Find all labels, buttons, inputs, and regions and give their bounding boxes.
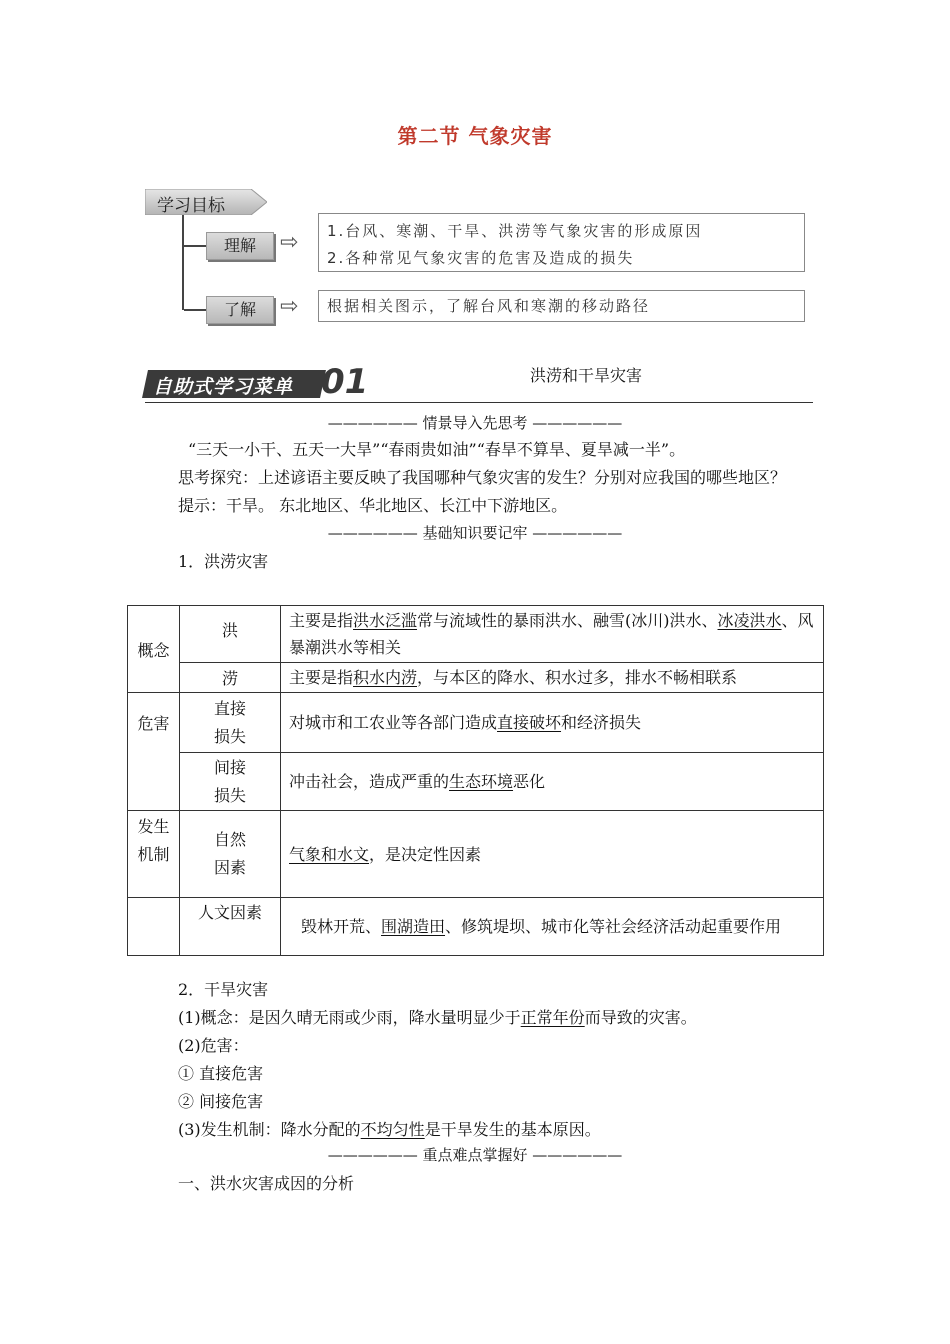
page-title: 第二节 气象灾害	[397, 124, 553, 148]
proverb-text: “三天一小干、五天一大旱”“春雨贵如油”“春旱不算旱、夏旱减一半”。	[188, 440, 686, 459]
table-cell-sub: 间接 损失	[180, 753, 281, 811]
objectives-tag	[145, 189, 267, 215]
tree-branch-2	[184, 309, 206, 311]
flood-table	[127, 605, 824, 956]
tree-line	[182, 215, 184, 310]
question-text: 思考探究：上述谚语主要反映了我国哪种气象灾害的发生？分别对应我国的哪些地区？	[178, 468, 787, 487]
drought-heading: 2．干旱灾害	[178, 980, 269, 999]
table-row	[128, 898, 824, 956]
table-cell-empty	[128, 898, 180, 956]
understand-box	[318, 213, 805, 272]
know-box	[318, 290, 805, 322]
table-row	[128, 606, 824, 663]
table-cell-sub: 涝	[180, 663, 281, 693]
hint-text: 提示：干旱。 东北地区、华北地区、长江中下游地区。	[178, 496, 568, 515]
section-banner	[145, 362, 369, 402]
table-cell-sub: 洪	[180, 606, 281, 663]
table-row	[128, 811, 824, 898]
know-tag: 了解	[206, 296, 274, 324]
section-title: 洪涝和干旱灾害	[530, 366, 643, 385]
know-item: 根据相关图示，了解台风和寒潮的移动路径	[327, 297, 651, 315]
arrow-icon: ⇨	[280, 294, 299, 319]
arrow-icon: ⇨	[280, 230, 299, 255]
drought-harm-1: ① 直接危害	[178, 1064, 264, 1083]
basics-divider: —————— 基础知识要记牢 ——————	[327, 524, 623, 542]
drought-mechanism: (3)发生机制：降水分配的不均匀性是干旱发生的基本原因。	[178, 1120, 601, 1139]
banner-text: 自助式学习菜单	[153, 376, 294, 398]
understand-tag: 理解	[206, 232, 274, 260]
table-cell-content: 冲击社会，造成严重的生态环境恶化	[281, 753, 824, 811]
table-cell-content: 主要是指积水内涝，与本区的降水、积水过多，排水不畅相联系	[281, 663, 824, 693]
table-cell-content: 毁林开荒、围湖造田、修筑堤坝、城市化等社会经济活动起重要作用	[281, 898, 824, 956]
table-cell-content: 主要是指洪水泛滥常与流域性的暴雨洪水、融雪(冰川)洪水、冰凌洪水、风暴潮洪水等相关	[281, 606, 824, 663]
understand-item-2: 2.各种常见气象灾害的危害及造成的损失	[327, 249, 635, 267]
understand-item-1: 1.台风、寒潮、干旱、洪涝等气象灾害的形成原因	[327, 222, 703, 240]
table-cell-group: 概念	[128, 606, 180, 693]
table-row	[128, 663, 824, 693]
key-heading: 一、洪水灾害成因的分析	[178, 1174, 355, 1193]
table-row	[128, 753, 824, 811]
banner-number: 01	[321, 362, 369, 402]
key-divider: —————— 重点难点掌握好 ——————	[327, 1146, 623, 1164]
table-cell-sub: 人文因素	[180, 898, 281, 956]
table-row	[128, 693, 824, 753]
table-cell-sub: 直接 损失	[180, 693, 281, 753]
drought-harm: (2)危害：	[178, 1036, 249, 1055]
drought-harm-2: ② 间接危害	[178, 1092, 264, 1111]
objectives-tag-label: 学习目标	[157, 196, 225, 216]
table-cell-content: 气象和水文，是决定性因素	[281, 811, 824, 898]
table-cell-group: 发生 机制	[128, 811, 180, 898]
scene-divider: —————— 情景导入先思考 ——————	[327, 414, 623, 432]
table-cell-group: 危害	[128, 693, 180, 811]
drought-concept: (1)概念：是因久晴无雨或少雨，降水量明显少于正常年份而导致的灾害。	[178, 1008, 697, 1027]
table-cell-content: 对城市和工农业等各部门造成直接破坏和经济损失	[281, 693, 824, 753]
table-cell-sub: 自然 因素	[180, 811, 281, 898]
tree-branch-1	[184, 245, 206, 247]
flood-heading: 1．洪涝灾害	[178, 552, 269, 571]
banner-rule	[145, 402, 813, 403]
